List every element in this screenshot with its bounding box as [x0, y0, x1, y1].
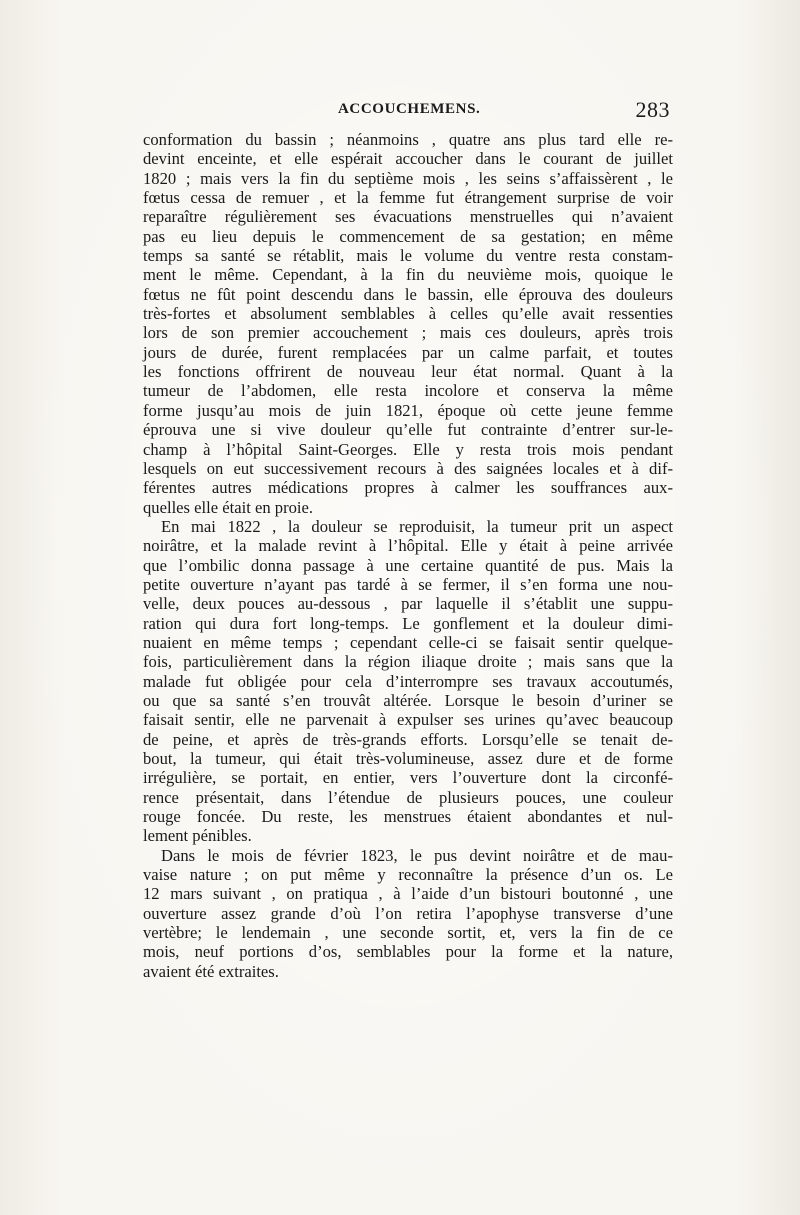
text-line: vertèbre; le lendemain , une seconde sortit, et, vers la fin de ce	[143, 923, 673, 943]
text-line: En mai 1822 , la douleur se reproduisit, la tumeur prit un aspect	[161, 516, 673, 536]
text-line: bout, la tumeur, qui était très-volumineuse, assez dure et de forme	[143, 749, 673, 768]
text-line: ouverture assez grande d’où l’on retira l’apophyse transverse d’une	[143, 903, 673, 923]
text-line: fœtus cessa de remuer , et la femme fut étrangement surprise de voir	[143, 188, 673, 208]
text-line: 12 mars suivant , on pratiqua , à l’aide d’un bistouri boutonné , une	[143, 884, 673, 904]
text-line: vaise nature ; on put même y reconnaître la présence d’un os. Le	[143, 865, 673, 885]
text-line: très-fortes et absolument semblables à celles qu’elle avait ressenties	[143, 304, 673, 324]
text-line: pas eu lieu depuis le commencement de sa gestation; en même	[143, 226, 673, 246]
text-line: 1820 ; mais vers la fin du septième mois , les seins s’affaissèrent , le	[143, 168, 673, 188]
text-line: tumeur de l’abdomen, elle resta incolore et conserva la même	[143, 381, 673, 401]
text-line: jours de durée, furent remplacées par un calme parfait, et toutes	[143, 342, 673, 362]
text-line: noirâtre, et la malade revint à l’hôpital. Elle y était à peine arrivée	[143, 536, 673, 556]
text-line: lement pénibles.	[143, 826, 252, 846]
text-line: reparaître régulièrement ses évacuations menstruelles qui n’avaient	[143, 207, 673, 227]
text-line: forme jusqu’au mois de juin 1821, époque où cette jeune femme	[143, 400, 673, 420]
text-line: quelles elle était en proie.	[143, 497, 314, 517]
text-line: ou que sa santé s’en trouvât altérée. Lorsque le besoin d’uriner se	[143, 690, 673, 710]
text-line: ration qui dura fort long-temps. Le gonflement et la douleur dimi-	[143, 613, 673, 633]
text-line: les fonctions offrirent de nouveau leur état normal. Quant à la	[143, 362, 673, 382]
page-header	[142, 97, 670, 127]
text-line: velle, deux pouces au-dessous , par laquelle il s’établit une suppu-	[143, 594, 673, 614]
text-line: ment le même. Cependant, à la fin du neuvième mois, quoique le	[143, 265, 673, 285]
text-line: faisait sentir, elle ne parvenait à expulser ses urines qu’avec beaucoup	[143, 710, 673, 730]
page-number: 283	[635, 97, 670, 122]
text-line: lesquels on eut successivement recours à des saignées locales et à dif-	[143, 458, 673, 478]
text-line: rence présentait, dans l’étendue de plusieurs pouces, une couleur	[143, 787, 673, 807]
text-line: de peine, et après de très-grands efforts. Lorsqu’elle se tenait de-	[143, 729, 673, 749]
text-line: éprouva une si vive douleur qu’elle fut contrainte d’entrer sur-le-	[143, 420, 673, 440]
text-line: avaient été extraites.	[143, 961, 279, 981]
text-line: temps sa santé se rétablit, mais le volume du ventre resta constam-	[143, 246, 673, 266]
text-line: fœtus ne fût point descendu dans le bassin, elle éprouva des douleurs	[143, 284, 673, 304]
text-line: férentes autres médications propres à calmer les souffrances aux-	[143, 478, 673, 498]
text-line: fois, particulièrement dans la région iliaque droite ; mais sans que la	[143, 652, 673, 672]
text-line: petite ouverture n’ayant pas tardé à se fermer, il s’en forma une nou-	[143, 574, 673, 594]
text-line: rouge foncée. Du reste, les menstrues étaient abondantes et nul-	[143, 807, 673, 827]
text-line: irrégulière, se portait, en entier, vers l’ouverture dont la circonfé-	[143, 768, 673, 788]
text-line: devint enceinte, et elle espérait accoucher dans le courant de juillet	[143, 149, 673, 169]
text-line: nuaient en même temps ; cependant celle-ci se faisait sentir quelque-	[143, 632, 673, 652]
text-line: que l’ombilic donna passage à une certaine quantité de pus. Mais la	[143, 555, 673, 575]
text-line: malade fut obligée pour cela d’interrompre ses travaux accoutumés,	[143, 671, 673, 691]
body-text	[143, 130, 673, 981]
running-head: ACCOUCHEMENS.	[338, 101, 481, 117]
text-line: conformation du bassin ; néanmoins , quatre ans plus tard elle re-	[143, 130, 673, 149]
text-line: mois, neuf portions d’os, semblables pour la forme et la nature,	[143, 942, 673, 962]
text-line: champ à l’hôpital Saint-Georges. Elle y resta trois mois pendant	[143, 439, 673, 459]
text-line: lors de son premier accouchement ; mais ces douleurs, après trois	[143, 323, 673, 343]
text-line: Dans le mois de février 1823, le pus devint noirâtre et de mau-	[161, 845, 673, 865]
